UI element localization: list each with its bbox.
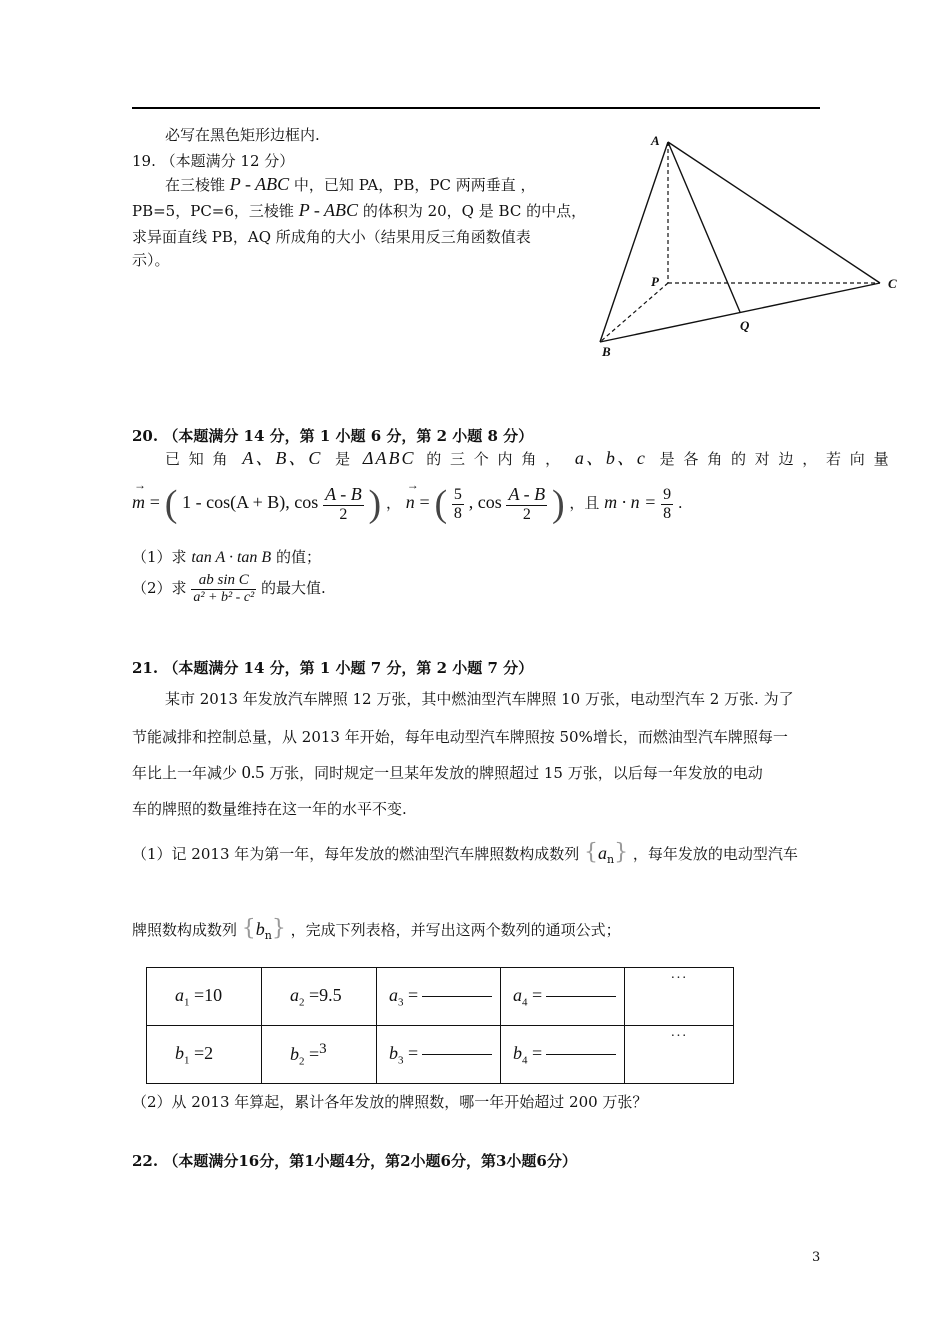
cell-b4: $b_4$ = [501, 1026, 625, 1084]
edge-BC [600, 283, 880, 342]
q19-line2: PB=5，PC=6，三棱锥 P - ABC 的体积为 20，Q 是 BC 的中点， [132, 200, 587, 220]
cell-b2: $b_2 =^3$ [262, 1026, 377, 1084]
cell-b3: $b_3$ = [377, 1026, 501, 1084]
edge-AQ [668, 142, 740, 312]
q21-line1: 某市 2013 年发放汽车牌照 12 万张，其中燃油型汽车牌照 10 万张，电动型汽车 2 万张. 为了 [165, 690, 794, 708]
q21-line3: 年比上一年减少 0.5 万张，同时规定一旦某年发放的牌照超过 15 万张，以后每一年发放的电动 [132, 762, 763, 782]
cell-a2: $a_2 =9.5$ [262, 968, 377, 1026]
label-Q: Q [740, 318, 750, 333]
label-P: P [651, 274, 659, 289]
cell-ellipsis-1: ··· [625, 968, 734, 1026]
label-A: A [651, 133, 660, 148]
q21-part2: （2）从 2013 年算起，累计各年发放的牌照数，哪一年开始超过 200 万张？ [132, 1093, 648, 1111]
label-B: B [602, 344, 611, 359]
q21-line4: 车的牌照的数量维持在这一年的水平不变. [132, 800, 407, 818]
q19-line1: 在三棱锥 P - ABC 中，已知 PA，PB，PC 两两垂直 ， [165, 174, 536, 194]
q19-heading [132, 150, 294, 171]
q20-part2: （2）求 $\frac{\text{ab sin C}}{\text{a² + b² - c²}}$ 的最大值. [132, 572, 326, 605]
q22-heading: 22. （本题满分16分，第1小题4分，第2小题6分，第3小题6分） [132, 1152, 577, 1170]
q19-line4: 示）。 [132, 251, 170, 269]
q20-vectors: → m = ( 1 - cos(A + B), cos $\frac{A - B}{2}$ ) ， → n = ( $\frac{5}{8}$ , cos $\frac{A - B}{2}$ ) ，且 m · n = $\frac{9}{8}$ . [132, 478, 683, 525]
header-rule [132, 107, 820, 109]
q21-part1-cont: 牌照数构成数列 $\{b_n\}$ ，完成下列表格，并写出这两个数列的通项公式； [132, 916, 621, 942]
cell-ellipsis-2: ··· [625, 1026, 734, 1084]
q21-heading: 21. （本题满分 14 分，第 1 小题 7 分，第 2 小题 7 分） [132, 659, 534, 677]
header-note: 必写在黑色矩形边框内. [165, 126, 320, 144]
q20-intro: 已 知 角 A、B、C 是 ΔABC 的 三 个 内 角 ， a、b、c 是 各 角 的 对 边 ， 若 向 量 [165, 448, 891, 468]
cell-a3: $a_3$ = [377, 968, 501, 1026]
table-row [147, 1026, 734, 1084]
cell-b1: $b_1 =2$ [147, 1026, 262, 1084]
edge-AC [668, 142, 880, 283]
cell-a1: $a_1 =10$ [147, 968, 262, 1026]
cell-a4: $a_4$ = [501, 968, 625, 1026]
q21-line2: 节能减排和控制总量，从 2013 年开始，每年电动型汽车牌照按 50%增长，而燃油型汽车牌照每一 [132, 728, 788, 746]
q19-number: 19. [132, 152, 156, 170]
q20-heading: 20. （本题满分 14 分，第 1 小题 6 分，第 2 小题 8 分） [132, 427, 534, 445]
label-C: C [888, 276, 897, 291]
sequence-table [146, 967, 734, 1084]
q19-line3: 求异面直线 PB，AQ 所成角的大小（结果用反三角函数值表 [132, 228, 531, 246]
page-number: 3 [812, 1250, 821, 1265]
q21-part1: （1）记 2013 年为第一年，每年发放的燃油型汽车牌照数构成数列 $\{a_n\}$ ，每年发放的电动型汽车 [132, 840, 798, 866]
q19-score: （本题满分 12 分） [160, 152, 295, 170]
table-row [147, 968, 734, 1026]
pyramid-figure [590, 128, 910, 368]
q20-part1: （1）求 tan A · tan B 的值； [132, 548, 321, 566]
